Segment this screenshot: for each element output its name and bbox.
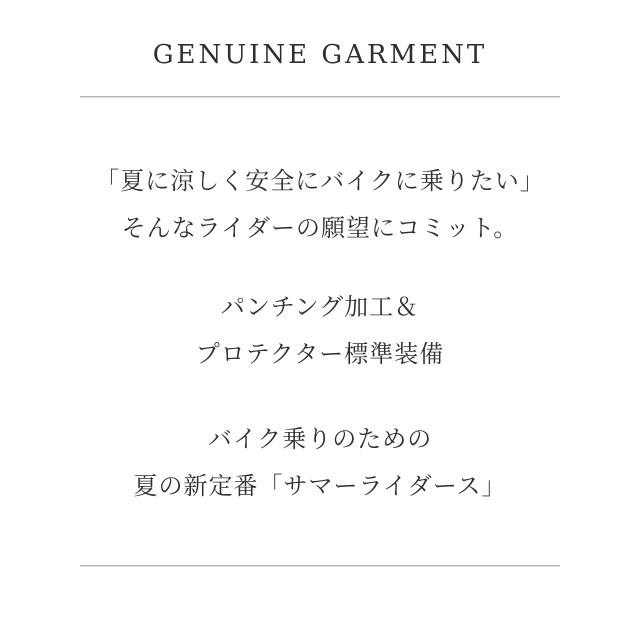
brand-title: GENUINE GARMENT <box>152 40 488 70</box>
features-line-1: パンチング加工＆ <box>220 293 420 321</box>
product-block <box>0 416 640 510</box>
divider-bottom <box>80 565 560 567</box>
features-line-2: プロテクター標準装備 <box>195 340 445 368</box>
product-line-2: 夏の新定番「サマーライダース」 <box>133 472 507 500</box>
concept-line-1: 「夏に涼しく安全にバイクに乗りたい」 <box>95 167 545 195</box>
product-line-1: バイク乗りのための <box>207 425 433 453</box>
features-block <box>0 284 640 378</box>
concept-line-2: そんなライダーの願望にコミット。 <box>121 214 519 242</box>
divider-top <box>80 96 560 98</box>
concept-block <box>0 158 640 252</box>
